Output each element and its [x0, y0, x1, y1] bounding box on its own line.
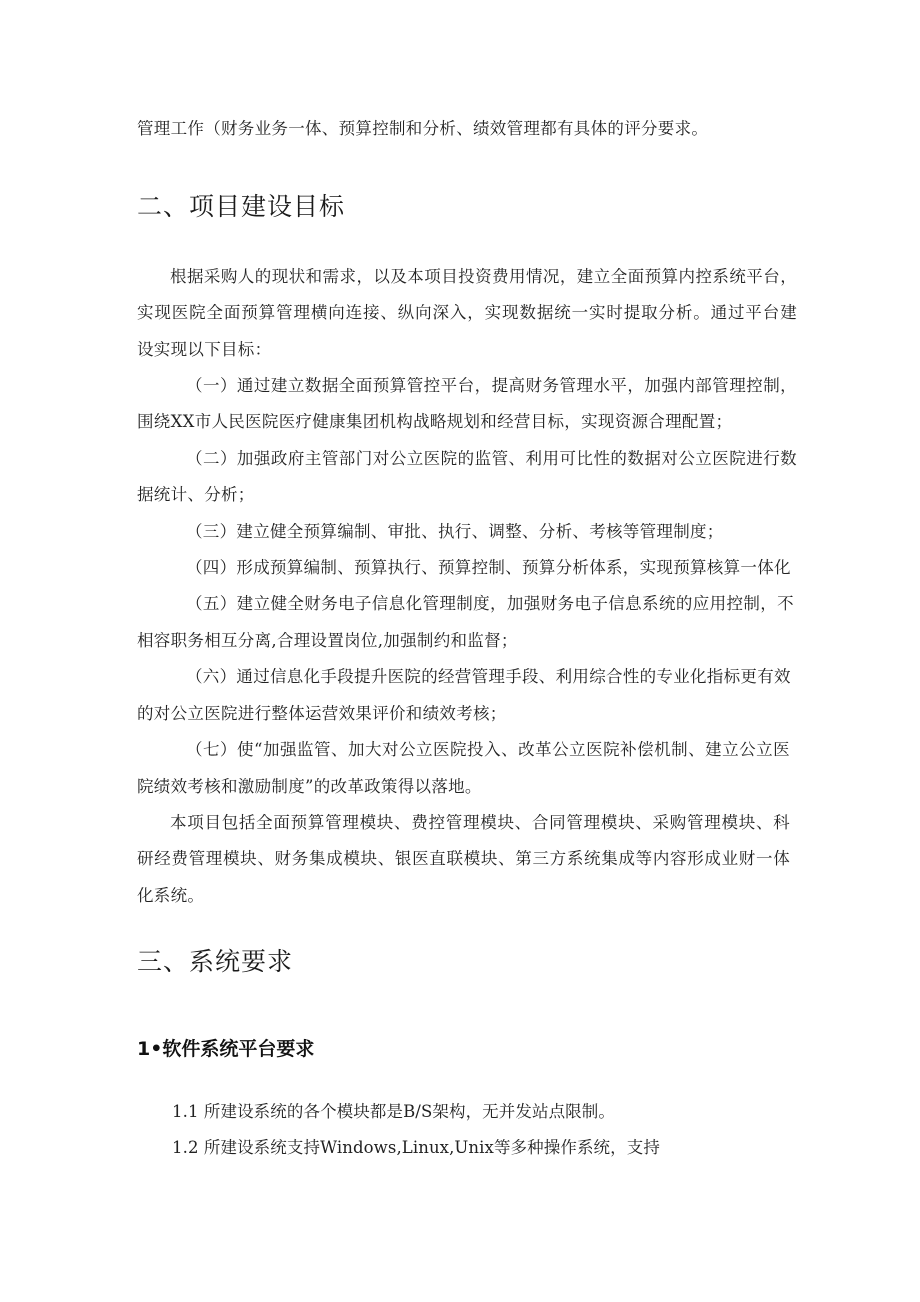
section-heading-goals: 二、项目建设目标 [137, 192, 346, 221]
goal-line: 据统计、分析； [137, 485, 255, 504]
goal-line: （三）建立健全预算编制、审批、执行、调整、分析、考核等管理制度； [186, 522, 724, 541]
goal-line: （四）形成预算编制、预算执行、预算控制、预算分析体系，实现预算核算一体化 [186, 558, 791, 577]
requirement-item: 1.2 所建设系统支持Windows,Linux,Unix等多种操作系统，支持 [172, 1138, 660, 1157]
goal-line: （六）通过信息化手段提升医院的经营管理手段、利用综合性的专业化指标更有效 [186, 667, 791, 686]
paragraph-line: 根据采购人的现状和需求，以及本项目投资费用情况，建立全面预算内控系统平台， [170, 267, 797, 286]
goal-line: 相容职务相互分离,合理设置岗位,加强制约和监督； [137, 631, 518, 650]
requirement-item: 1.1 所建设系统的各个模块都是B/S架构，无并发站点限制。 [172, 1102, 615, 1121]
paragraph-line: 实现医院全面预算管理横向连接、纵向深入，实现数据统一实时提取分析。通过平台建 [137, 303, 797, 322]
section-heading-requirements: 三、系统要求 [137, 947, 294, 976]
scope-line: 研经费管理模块、财务集成模块、银医直联模块、第三方系统集成等内容形成业财一体 [137, 849, 790, 868]
goal-line: （二）加强政府主管部门对公立医院的监管、利用可比性的数据对公立医院进行数 [186, 449, 797, 468]
subsection-heading: 1•软件系统平台要求 [137, 1038, 315, 1060]
goal-line: 院绩效考核和激励制度”的改革政策得以落地。 [137, 777, 482, 796]
scope-line: 本项目包括全面预算管理模块、费控管理模块、合同管理模块、采购管理模块、科 [170, 813, 790, 832]
goal-line: （七）使“加强监管、加大对公立医院投入、改革公立医院补偿机制、建立公立医 [186, 740, 790, 759]
goal-line: （一）通过建立数据全面预算管控平台，提高财务管理水平，加强内部管理控制， [186, 376, 797, 395]
goal-line: （五）建立健全财务电子信息化管理制度，加强财务电子信息系统的应用控制，不 [186, 594, 794, 613]
scope-line: 化系统。 [137, 886, 205, 905]
continuation-line: 管理工作（财务业务一体、预算控制和分析、绩效管理都有具体的评分要求。 [137, 119, 709, 138]
goal-line: 围绕XX市人民医院医疗健康集团机构战略规划和经营目标，实现资源合理配置； [137, 412, 733, 431]
goal-line: 的对公立医院进行整体运营效果评价和绩效考核； [137, 704, 507, 723]
paragraph-line: 设实现以下目标： [137, 340, 272, 359]
